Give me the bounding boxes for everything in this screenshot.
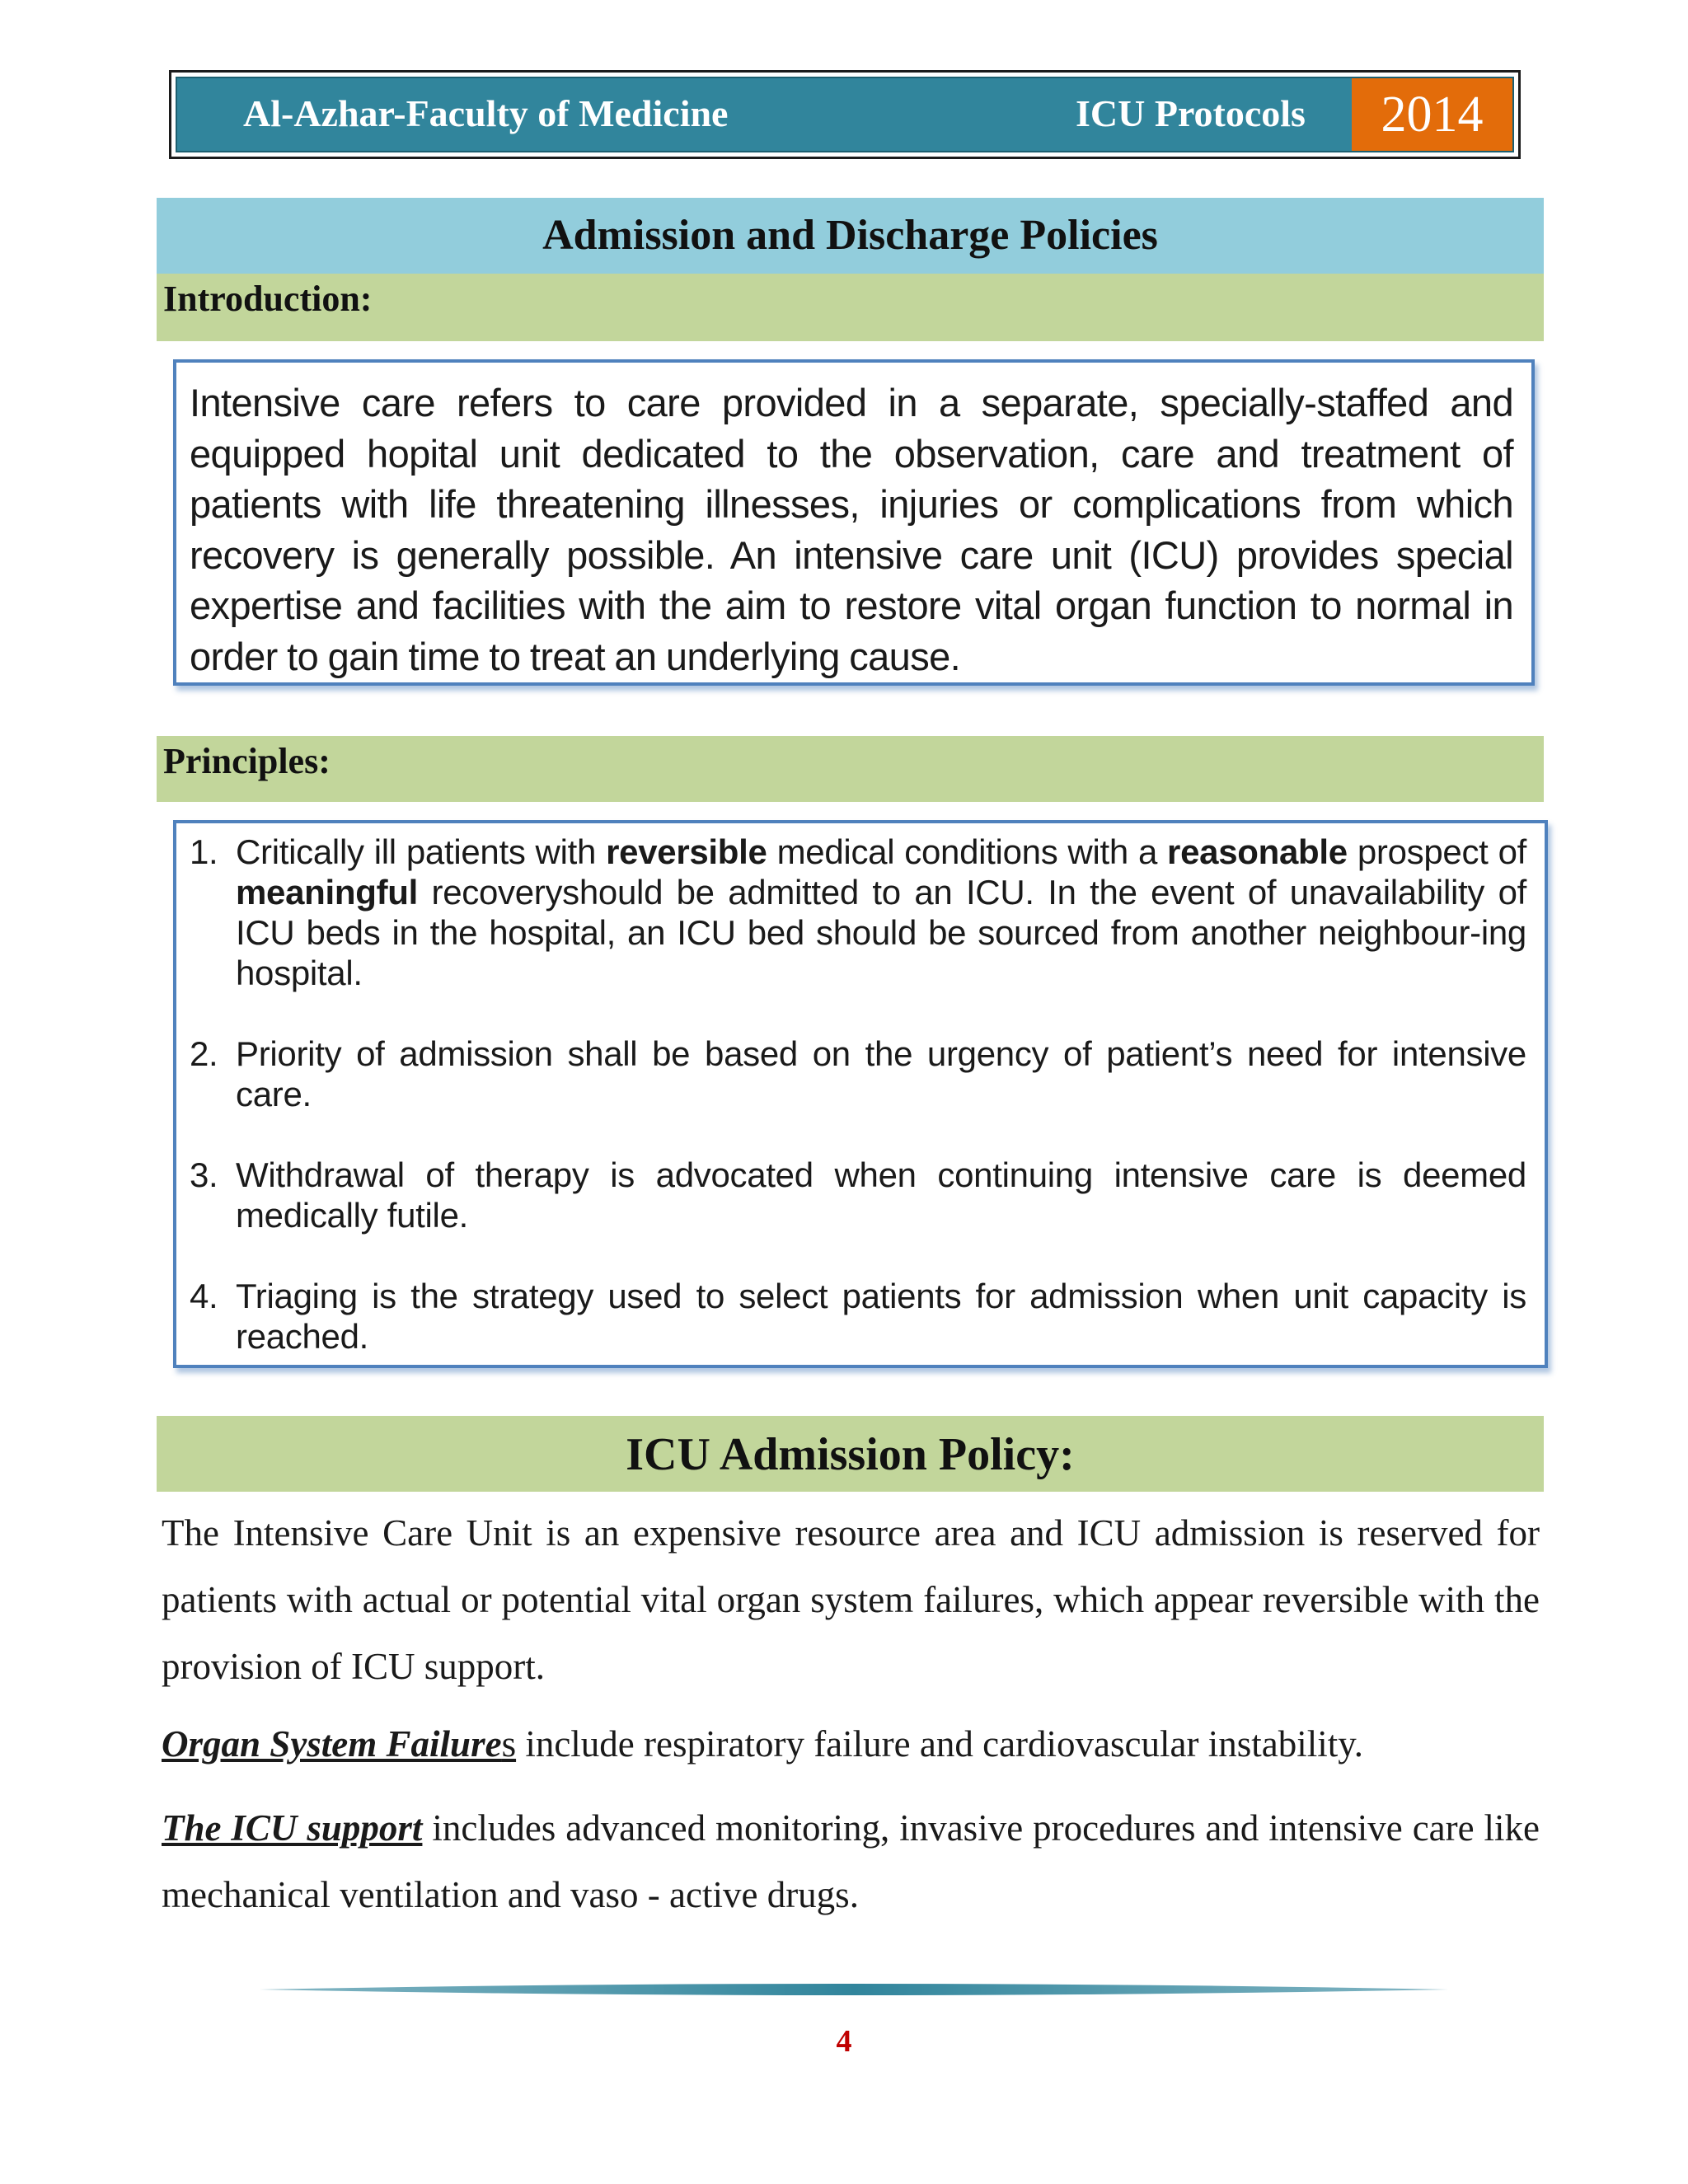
footer-divider — [260, 1981, 1448, 1998]
principle-text: Priority of admission shall be based on the urgency of patient’s need for intensive care. — [236, 1034, 1526, 1113]
principle-emphasis: meaningful — [236, 873, 419, 912]
principle-number: 4. — [190, 1277, 218, 1315]
principle-number: 2. — [190, 1034, 218, 1073]
icu-support-paragraph — [162, 1795, 1540, 1929]
principles-list — [190, 832, 1526, 1357]
principle-text: Critically ill patients with — [236, 832, 607, 871]
principle-text: prospect of — [1347, 832, 1527, 871]
organ-failures-paragraph — [162, 1711, 1540, 1778]
page-title: Admission and Discharge Policies — [157, 198, 1544, 274]
principle-item — [190, 1276, 1526, 1357]
header-institution: Al-Azhar-Faculty of Medicine — [243, 92, 729, 134]
principle-item — [190, 1155, 1526, 1235]
admission-policy-heading: ICU Admission Policy: — [157, 1416, 1544, 1492]
header-year: 2014 — [1352, 78, 1512, 151]
principles-box — [173, 820, 1548, 1368]
principle-item — [190, 1033, 1526, 1114]
principle-emphasis: reasonable — [1167, 832, 1348, 871]
principle-number: 3. — [190, 1155, 218, 1194]
introduction-heading: Introduction: — [157, 274, 1544, 341]
introduction-box — [173, 359, 1535, 686]
admission-policy-paragraph: The Intensive Care Unit is an expensive resource area and ICU admission is reserved for patients with actual or potential vital organ system failures, which appear reversible with the provision of ICU support. — [162, 1512, 1540, 1687]
icu-support-text: includes advanced monitoring, invasive procedures and intensive care like mechanical ventilation and vaso - active drugs. — [162, 1807, 1540, 1915]
organ-failures-term-suffix: s — [501, 1723, 517, 1765]
principle-text: Withdrawal of therapy is advocated when continuing intensive care is deemed medically futile. — [236, 1155, 1526, 1235]
icu-support-term: The ICU support — [162, 1807, 423, 1849]
principle-number: 1. — [190, 832, 218, 871]
principle-text: Triaging is the strategy used to select patients for admission when unit capacity is reached. — [236, 1277, 1526, 1356]
principle-item — [190, 832, 1526, 993]
page-number: 4 — [836, 2024, 852, 2059]
organ-failures-text: include respiratory failure and cardiovascular instability. — [516, 1723, 1364, 1765]
organ-failures-term: Organ System Failure — [162, 1723, 502, 1765]
principles-heading: Principles: — [157, 736, 1544, 802]
page-header — [169, 70, 1521, 159]
header-band — [176, 77, 1514, 152]
principle-text: recoveryshould be admitted to an ICU. In the event of unavailability of ICU beds in the hospital, an ICU bed should be sourced from another neighbour-ing hospital. — [236, 873, 1526, 992]
principle-emphasis: reversible — [606, 832, 767, 871]
header-document-title: ICU Protocols — [1076, 92, 1306, 134]
principle-text: medical conditions with a — [767, 832, 1168, 871]
introduction-text: Intensive care refers to care provided in a separate, specially-staffed and equipped hopital unit dedicated to the observation, care and treatment of patients with life threatening illnesses, injuries or complications from which recovery is generally possible. An intensive care unit (ICU) provides special expertise and facilities with the aim to restore vital organ function to normal in order to gain time to treat an underlying cause. — [190, 381, 1513, 678]
